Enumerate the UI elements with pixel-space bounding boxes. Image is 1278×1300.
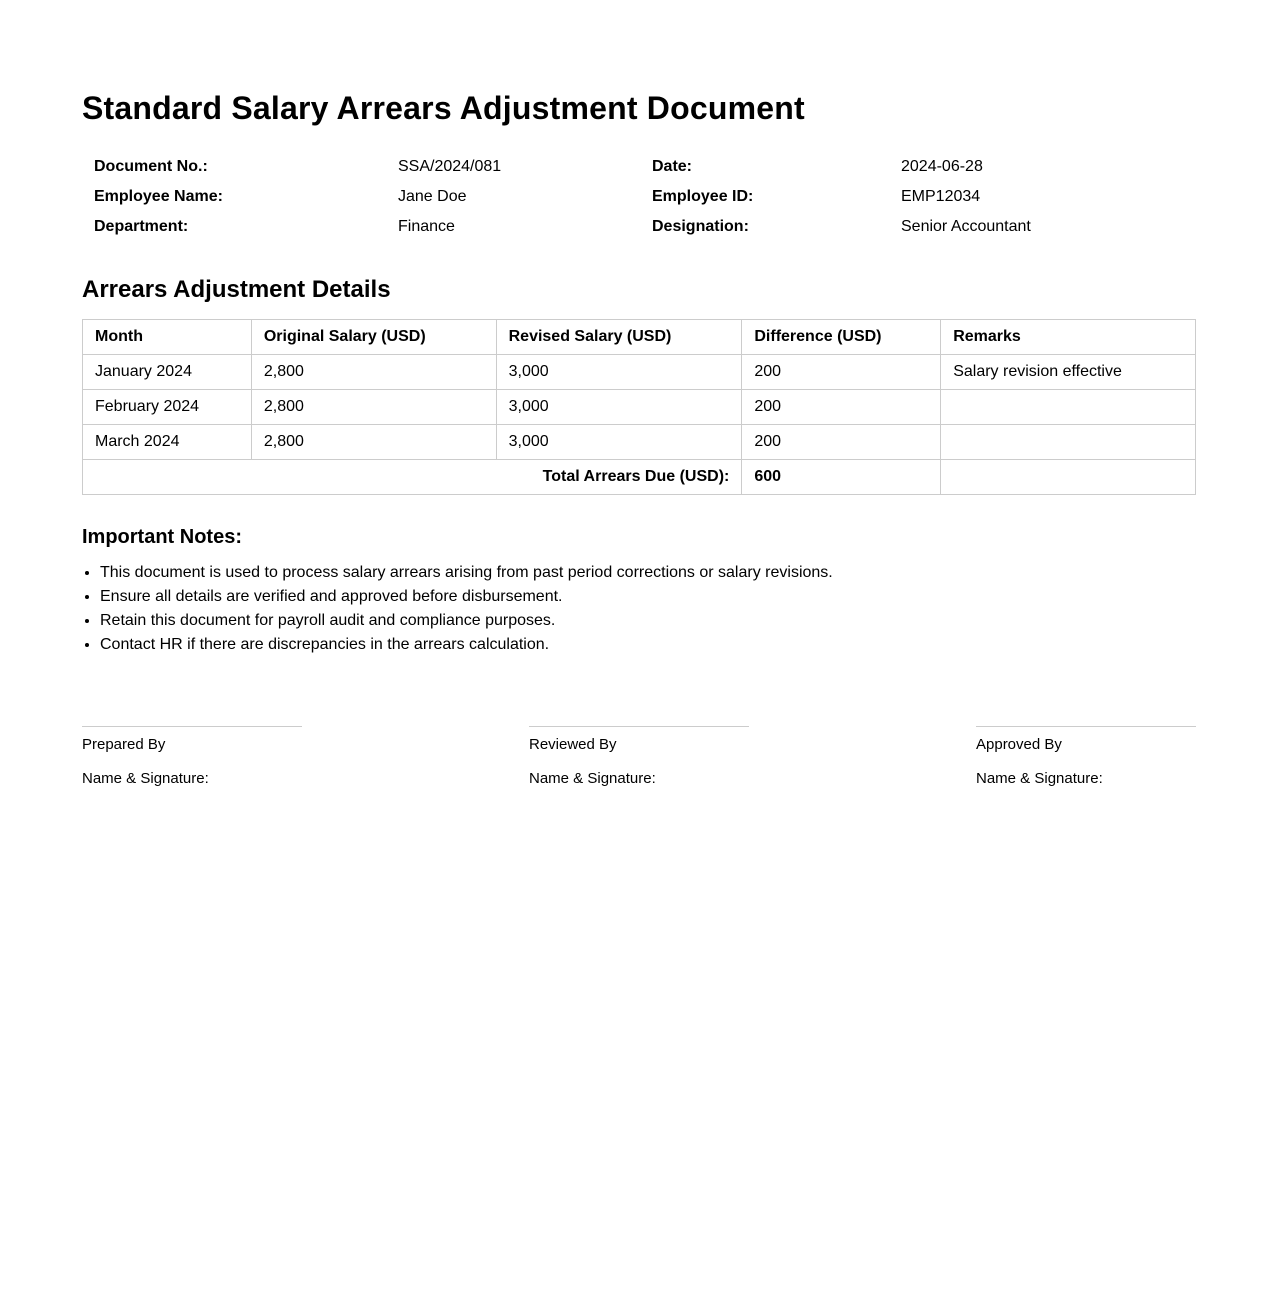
document-title: Standard Salary Arrears Adjustment Document	[82, 90, 805, 126]
signature-block-prepared	[82, 726, 302, 788]
designation-label: Designation:	[652, 218, 749, 235]
cell-month: March 2024	[83, 425, 252, 460]
signature-line	[82, 726, 302, 727]
signature-name-label: Name & Signature:	[529, 770, 656, 787]
document-no-value: SSA/2024/081	[398, 158, 502, 175]
signature-name-label: Name & Signature:	[976, 770, 1103, 787]
cell-revised-salary: 3,000	[496, 355, 742, 390]
signature-role: Prepared By	[82, 736, 166, 753]
cell-difference: 200	[742, 425, 941, 460]
details-heading: Arrears Adjustment Details	[82, 276, 391, 303]
date-label: Date:	[652, 158, 693, 175]
info-row	[82, 213, 1196, 243]
signature-name-label: Name & Signature:	[82, 770, 209, 787]
cell-difference: 200	[742, 355, 941, 390]
column-header-revised-salary: Revised Salary (USD)	[496, 320, 742, 355]
employee-id-value: EMP12034	[901, 188, 981, 205]
cell-month: February 2024	[83, 390, 252, 425]
notes-heading: Important Notes:	[82, 526, 242, 548]
signature-line	[976, 726, 1196, 727]
cell-difference: 200	[742, 390, 941, 425]
employee-name-value: Jane Doe	[398, 188, 467, 205]
document-no-label: Document No.:	[94, 158, 208, 175]
signature-block-approved	[976, 726, 1196, 788]
table-row	[83, 355, 1196, 390]
info-row	[82, 183, 1196, 213]
cell-remarks	[941, 460, 1196, 495]
cell-remarks	[941, 390, 1196, 425]
table-row	[83, 425, 1196, 460]
cell-remarks	[941, 425, 1196, 460]
note-item: • Retain this document for payroll audit and compliance purposes.	[100, 609, 833, 633]
info-row	[82, 153, 1196, 183]
cell-revised-salary: 3,000	[496, 390, 742, 425]
column-header-remarks: Remarks	[941, 320, 1196, 355]
signature-line	[529, 726, 749, 727]
signature-block-reviewed	[529, 726, 749, 788]
notes-list	[82, 561, 833, 657]
column-header-difference: Difference (USD)	[742, 320, 941, 355]
column-header-original-salary: Original Salary (USD)	[251, 320, 496, 355]
cell-original-salary: 2,800	[251, 425, 496, 460]
employee-info	[82, 153, 1196, 243]
cell-original-salary: 2,800	[251, 355, 496, 390]
table-header-row	[83, 320, 1196, 355]
table-row	[83, 390, 1196, 425]
employee-name-label: Employee Name:	[94, 188, 223, 205]
cell-original-salary: 2,800	[251, 390, 496, 425]
cell-remarks: Salary revision effective	[941, 355, 1196, 390]
total-row	[83, 460, 1196, 495]
column-header-month: Month	[83, 320, 252, 355]
total-arrears-value: 600	[742, 460, 941, 495]
total-arrears-label: Total Arrears Due (USD):	[83, 460, 742, 495]
note-item: • Ensure all details are verified and approved before disbursement.	[100, 585, 833, 609]
cell-revised-salary: 3,000	[496, 425, 742, 460]
date-value: 2024-06-28	[901, 158, 983, 175]
note-item: • This document is used to process salary arrears arising from past period corrections or salary revisions.	[100, 561, 833, 585]
signature-role: Approved By	[976, 736, 1062, 753]
arrears-table	[82, 319, 1196, 495]
signature-role: Reviewed By	[529, 736, 617, 753]
department-label: Department:	[94, 218, 189, 235]
department-value: Finance	[398, 218, 455, 235]
cell-month: January 2024	[83, 355, 252, 390]
designation-value: Senior Accountant	[901, 218, 1031, 235]
employee-id-label: Employee ID:	[652, 188, 754, 205]
note-item: • Contact HR if there are discrepancies in the arrears calculation.	[100, 633, 833, 657]
